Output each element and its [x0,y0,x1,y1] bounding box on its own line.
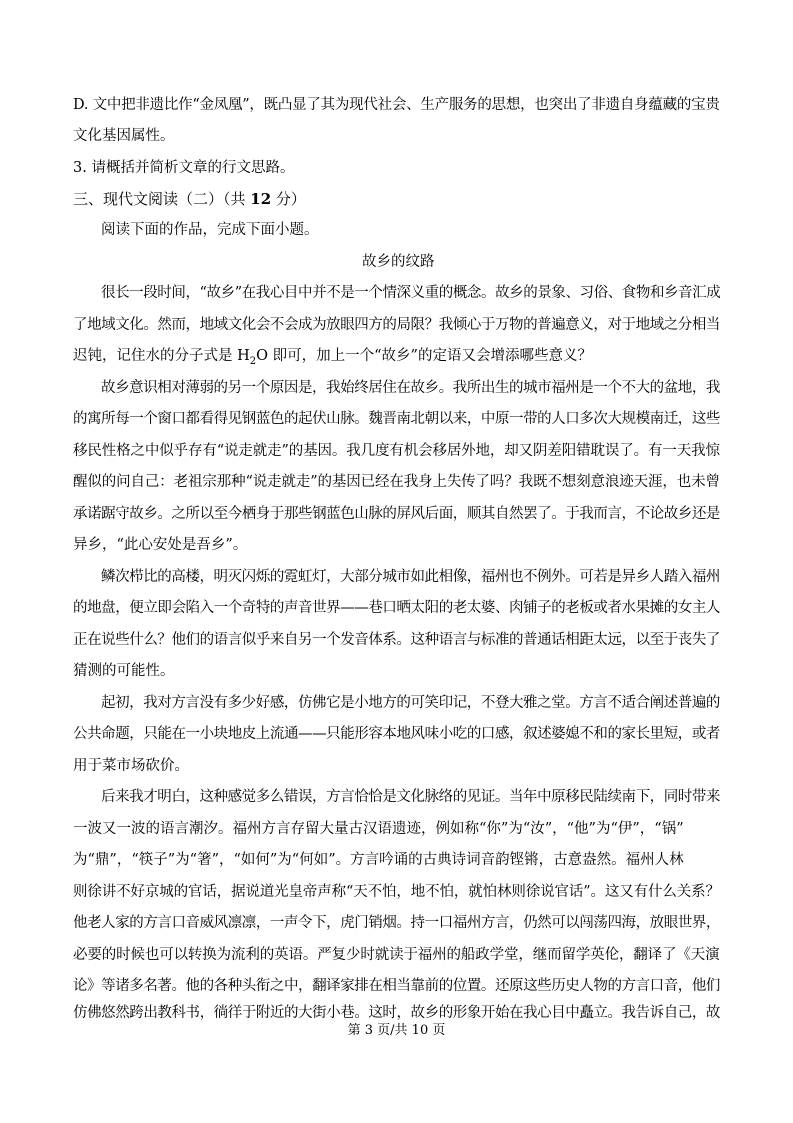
paragraph-5-line-5: 他老人家的方言口音威风凛凛，一声令下，虎门销烟。持一口福州方言，仍然可以闯荡四海，放眼世界， [73,915,720,931]
formula-text-1: 迟钝，记住水的分子式是 H [73,348,250,364]
page-number: 第 3 页/共 10 页 [347,1023,446,1038]
paragraph-3-line-2: 的地盘，便立即会陷入一个奇特的声音世界——巷口晒太阳的老太婆、肉铺子的老板或者水果摊的女主人 [73,600,720,616]
paragraph-2-line-3: 移民性格之中似乎存有“说走就走”的基因。我几度有机会移居外地，却又阴差阳错耽误了。有一天我惊 [73,443,720,459]
paragraph-4-line-3: 用于菜市场砍价。 [73,758,189,774]
paragraph-5-line-2: 一波又一波的语言潮汐。福州方言存留大量古汉语遗迹，例如称“你”为“汝”，“他”为“伊”，“锅” [73,821,684,837]
formula-subscript: 2 [249,355,257,367]
paragraph-3-line-4: 猜测的可能性。 [73,663,175,679]
section-heading-score: 12 [250,190,272,208]
article-title: 故乡的纹路 [362,254,435,270]
paragraph-5-line-8: 仿佛悠然跨出教科书，徜徉于附近的大街小巷。这时，故乡的形象开始在我心目中矗立。我告诉自己，故 [73,1005,720,1021]
paragraph-5-line-1: 后来我才明白，这种感觉多么错误，方言恰恰是文化脉络的见证。当年中原移民陆续南下，同时带来 [101,789,720,805]
paragraph-5-line-4: 则徐讲不好京城的官话，据说道光皇帝声称“天不怕，地不怕，就怕林则徐说官话”。这又有什么关系？ [73,884,720,900]
option-d-line-2: 文化基因属性。 [73,128,175,144]
option-d-line-1: D. 文中把非遗比作“金凤凰”，既凸显了其为现代社会、生产服务的思想，也突出了非遗自身蕴藏的宝贵 [73,97,720,113]
question-3: 3. 请概括并简析文章的行文思路。 [73,160,295,176]
paragraph-1-line-3 [73,346,592,372]
paragraph-2-line-4: 醒似的问自己：老祖宗那种“说走就走”的基因已经在我身上失传了吗？我既不想刻意浪迹天涯，也未曾 [73,474,720,490]
formula-text-2: O 即可，加上一个“故乡”的定语又会增添哪些意义？ [256,348,592,364]
paragraph-3-line-3: 正在说些什么？他们的语言似乎来自另一个发音体系。这种语言与标准的普通话相距太远，以至于丧失了 [73,632,720,648]
paragraph-1-line-1: 很长一段时间，“故乡”在我心目中并不是一个情深义重的概念。故乡的景象、习俗、食物和乡音汇成 [101,285,721,301]
instruction: 阅读下面的作品，完成下面小题。 [101,222,319,238]
paragraph-2-line-2: 的寓所每一个窗口都看得见钢蓝色的起伏山脉。魏晋南北朝以来，中原一带的人口多次大规模南迁，这些 [73,411,720,427]
paragraph-1-line-2: 了地域文化。然而，地域文化会不会成为放眼四方的局限？我倾心于万物的普遍意义，对于地域之分相当 [73,317,720,333]
paragraph-2-line-6: 异乡，“此心安处是吾乡”。 [73,537,248,553]
section-heading-suffix: 分） [271,190,306,208]
paragraph-3-line-1: 鳞次栉比的高楼，明灭闪烁的霓虹灯，大部分城市如此相像，福州也不例外。可若是异乡人踏入福州 [101,569,720,585]
paragraph-2-line-5: 承诺踞守故乡。之所以至今栖身于那些钢蓝色山脉的屏风后面，顺其自然罢了。于我而言，不论故乡还是 [73,506,720,522]
paragraph-2-line-1: 故乡意识相对薄弱的另一个原因是，我始终居住在故乡。我所出生的城市福州是一个不大的盆地，我 [101,380,720,396]
section-heading-prefix: 三、现代文阅读（二）（共 [73,190,251,208]
paragraph-5-line-7: 论》等诸多名著。他的各种头衔之中，翻译家排在相当靠前的位置。还原这些历史人物的方言口音，他们 [73,978,720,994]
paragraph-4-line-2: 公共命题，只能在一小块地皮上流通——只能形容本地风味小吃的口感，叙述婆媳不和的家长里短，或者 [73,726,720,742]
section-heading [73,189,306,209]
paragraph-4-line-1: 起初，我对方言没有多少好感，仿佛它是小地方的可笑印记，不登大雅之堂。方言不适合阐述普遍的 [101,695,720,711]
paragraph-5-line-3: 为“鼎”，“筷子”为“箸”，“如何”为“何如”。方言吟诵的古典诗词音韵铿锵，古意盎然。福州人林 [73,852,684,868]
paragraph-5-line-6: 必要的时候也可以转换为流利的英语。严复少时就读于福州的船政学堂，继而留学英伦，翻译了《天演 [73,947,720,963]
